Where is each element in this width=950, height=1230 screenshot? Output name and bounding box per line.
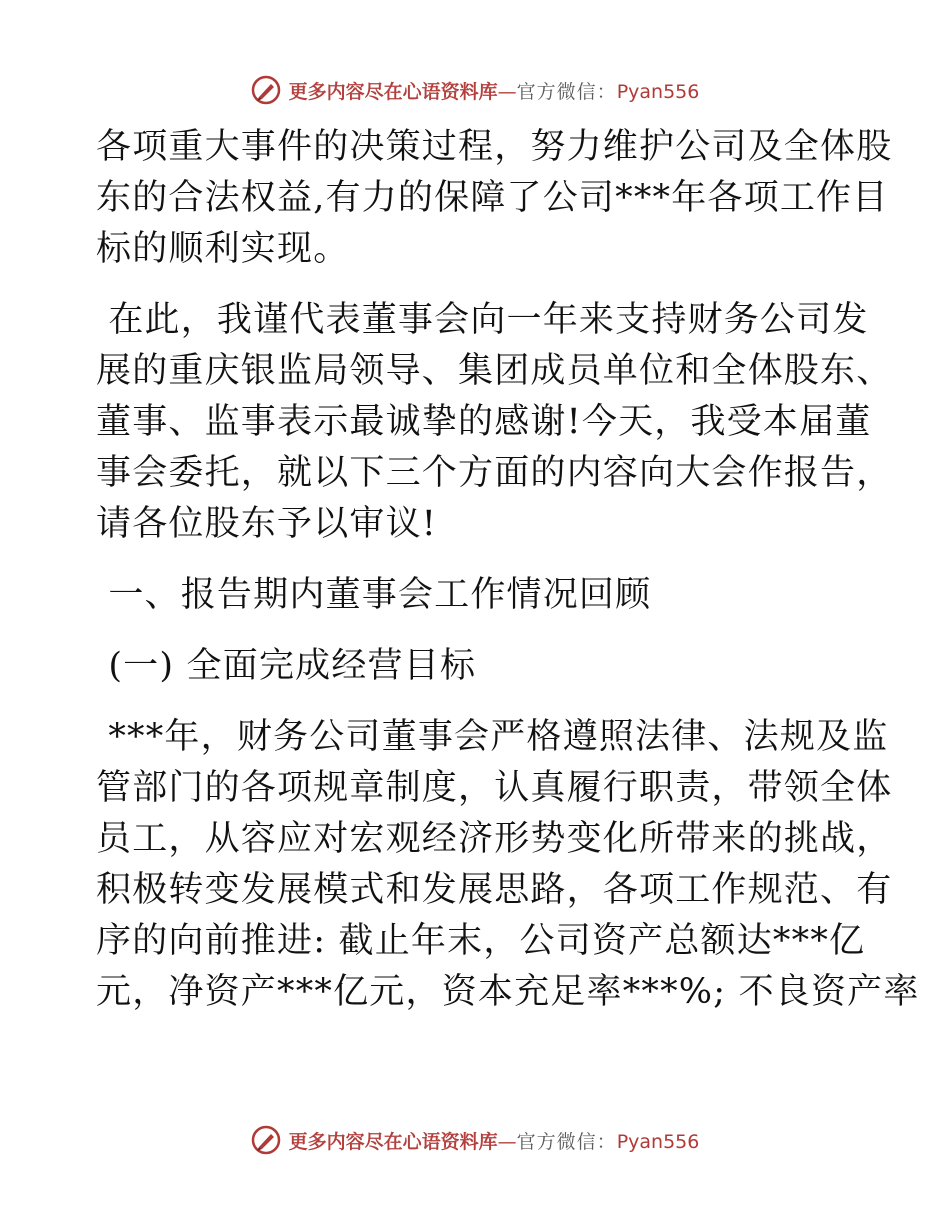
text-line: 序的向前推进: 截止年末，公司资产总额达***亿 (96, 921, 866, 961)
text-line: 在此，我谨代表董事会向一年来支持财务公司发 (96, 300, 869, 340)
watermark-id: Pyan556 (616, 80, 700, 103)
watermark-label: 官方微信： (516, 80, 617, 103)
text-line: 积极转变发展模式和发展思路，各项工作规范、有 (96, 870, 893, 910)
pen-logo-icon (251, 75, 281, 105)
text-line: 各项重大事件的决策过程，努力维护公司及全体股 (96, 127, 893, 167)
text-line: 东的合法权益,有力的保障了公司***年各项工作目 (96, 178, 889, 218)
paragraph-1 (96, 122, 893, 275)
document-body (96, 122, 920, 1038)
watermark-dash: — (497, 1130, 517, 1153)
subsection-heading: (一) 全面完成经营目标 (96, 646, 477, 686)
text-line: 管部门的各项规章制度，认真履行职责，带领全体 (96, 768, 893, 808)
watermark-text (289, 77, 700, 104)
text-line: ***年，财务公司董事会严格遵照法律、法规及监 (96, 717, 889, 757)
text-line: 标的顺利实现。 (96, 229, 350, 269)
footer-watermark (0, 1122, 950, 1158)
text-line: 展的重庆银监局领导、集团成员单位和全体股东、 (96, 351, 893, 391)
text-line: 请各位股东予以审议! (96, 504, 438, 544)
text-line: 董事、监事表示最诚挚的感谢!今天，我受本届董 (96, 402, 872, 442)
header-watermark (0, 72, 950, 108)
pen-logo-icon (251, 1125, 281, 1155)
watermark-brand: 更多内容尽在心语资料库 (288, 80, 498, 103)
text-line: 元，净资产***亿元，资本充足率***%; 不良资产率 (96, 972, 920, 1012)
section-heading: 一、报告期内董事会工作情况回顾 (96, 575, 652, 615)
watermark-label: 官方微信： (516, 1130, 617, 1153)
paragraph-2 (96, 295, 893, 550)
text-line: 事会委托，就以下三个方面的内容向大会作报告， (96, 453, 893, 493)
watermark-brand: 更多内容尽在心语资料库 (288, 1130, 498, 1153)
watermark-dash: — (497, 80, 517, 103)
watermark-text (289, 1127, 700, 1154)
text-line: 员工，从容应对宏观经济形势变化所带来的挑战， (96, 819, 893, 859)
watermark-id: Pyan556 (616, 1130, 700, 1153)
paragraph-3 (96, 712, 920, 1018)
